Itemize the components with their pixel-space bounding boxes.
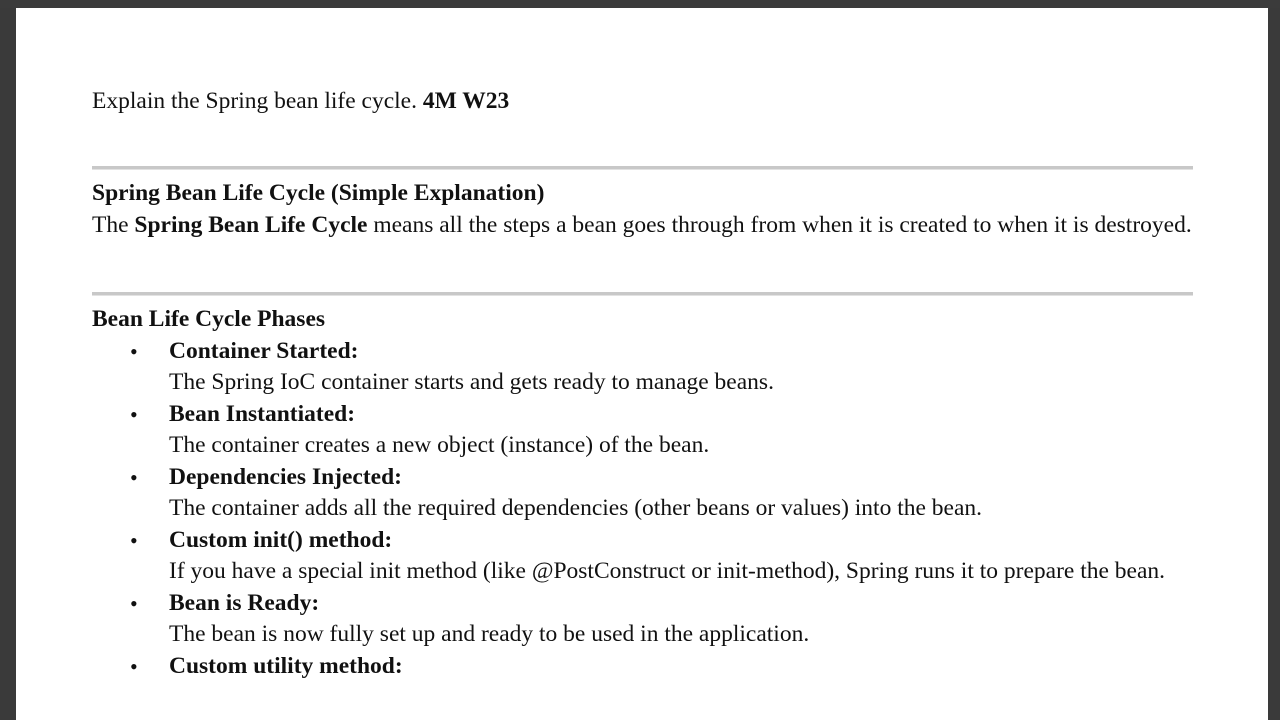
para-bold-term: Spring Bean Life Cycle bbox=[134, 212, 368, 238]
phase-name: Custom init() method: bbox=[169, 526, 393, 553]
phase-name: Container Started: bbox=[169, 338, 359, 364]
window-frame bbox=[0, 0, 1280, 8]
bullet-icon: • bbox=[130, 653, 138, 679]
question-text: Explain the Spring bean life cycle. bbox=[92, 88, 417, 114]
horizontal-rule bbox=[92, 292, 1193, 296]
bullet-icon: • bbox=[130, 590, 138, 616]
bullet-icon: • bbox=[130, 464, 138, 490]
section-title-explanation: Spring Bean Life Cycle (Simple Explanation) bbox=[92, 180, 545, 206]
horizontal-rule bbox=[92, 166, 1193, 170]
para-rest: means all the steps a bean goes through from when it is created to when it is destroyed. bbox=[373, 212, 1192, 238]
phase-description: If you have a special init method (like @PostConstruct or init-method), Spring runs it to prepare the bean. bbox=[169, 557, 1166, 584]
list-item bbox=[92, 462, 1193, 524]
phase-list bbox=[92, 336, 1193, 682]
phase-name: Custom utility method: bbox=[169, 652, 403, 679]
question-marks: 4M W23 bbox=[422, 88, 510, 114]
list-item bbox=[92, 525, 1193, 587]
list-item bbox=[92, 399, 1193, 461]
document-page[interactable] bbox=[16, 8, 1268, 720]
phase-name: Bean is Ready: bbox=[169, 589, 320, 616]
phase-description: The Spring IoC container starts and gets ready to manage beans. bbox=[169, 369, 774, 396]
phase-description: The container adds all the required dependencies (other beans or values) into the bean. bbox=[169, 495, 983, 522]
para-prefix: The bbox=[92, 212, 129, 238]
bullet-icon: • bbox=[130, 401, 138, 427]
bullet-icon: • bbox=[130, 339, 138, 364]
section-title-phases: Bean Life Cycle Phases bbox=[92, 306, 326, 332]
bullet-icon: • bbox=[130, 527, 138, 553]
question-line bbox=[92, 86, 509, 116]
section-paragraph bbox=[92, 210, 1193, 241]
list-item bbox=[92, 336, 1193, 398]
list-item bbox=[92, 651, 1193, 682]
list-item bbox=[92, 588, 1193, 650]
phase-name: Bean Instantiated: bbox=[169, 400, 356, 427]
phase-name: Dependencies Injected: bbox=[169, 463, 403, 490]
phase-description: The bean is now fully set up and ready to be used in the application. bbox=[169, 620, 810, 647]
phase-description: The container creates a new object (instance) of the bean. bbox=[169, 432, 710, 459]
